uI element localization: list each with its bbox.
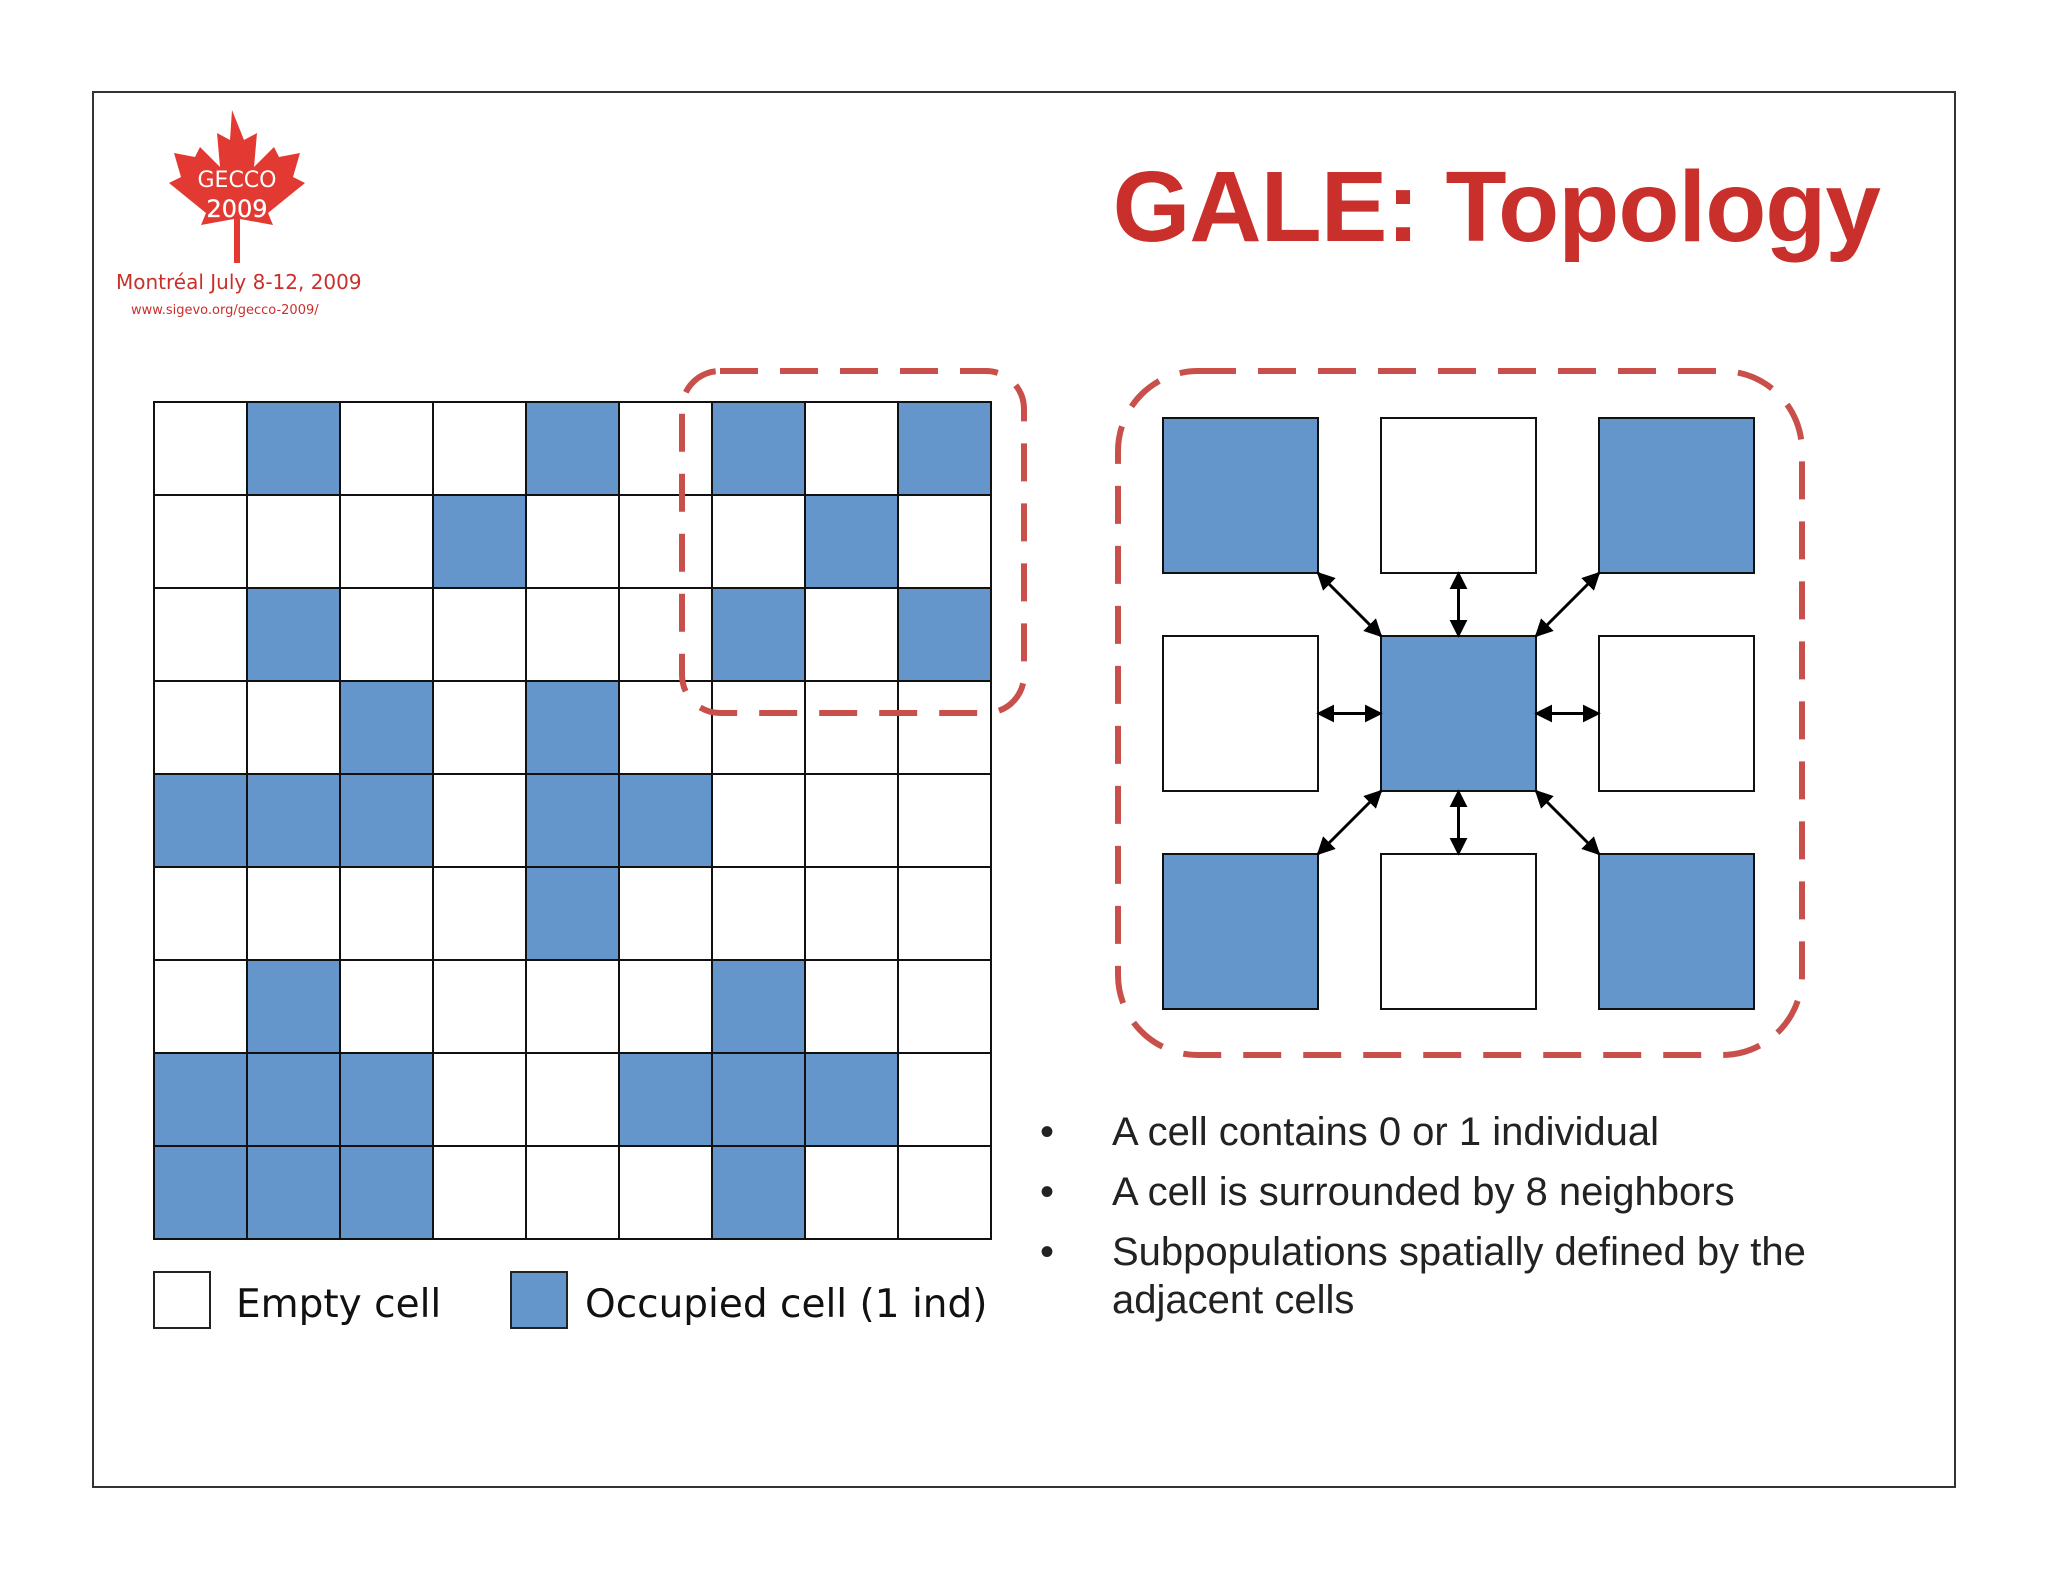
grid-cell-empty [805,1146,898,1239]
grid-cell-empty [154,681,247,774]
grid-cell-empty [712,867,805,960]
neighbor-arrow-icon [1318,573,1381,636]
grid-cell-empty [154,402,247,495]
grid-cell-empty [712,495,805,588]
grid-cell-empty [805,588,898,681]
neighborhood-center-cell [1381,636,1536,791]
grid-cell-empty [898,1053,991,1146]
grid-cell-empty [526,1053,619,1146]
neighborhood-diagram [1163,418,1754,1009]
grid-cell-empty [619,402,712,495]
bullet-dot-icon: • [1040,1110,1055,1154]
grid-cell-empty [619,588,712,681]
grid-cell-empty [619,867,712,960]
bullet-list [1040,1108,1920,1336]
grid-cell-empty [526,588,619,681]
grid-cell-empty [805,867,898,960]
grid-cell-empty [340,495,433,588]
bullet-dot-icon: • [1040,1170,1055,1214]
bullet-item [1040,1108,1920,1156]
grid-cell-occupied [247,1146,340,1239]
grid-cell-occupied [619,1053,712,1146]
neighbor-arrow-icon [1536,573,1599,636]
bullet-item [1040,1228,1920,1324]
bullet-dot-icon: • [1040,1230,1055,1274]
grid-cell-empty [898,867,991,960]
neighbor-cell-occupied [1163,854,1318,1009]
grid-cell-occupied [340,681,433,774]
grid-cell-empty [154,588,247,681]
grid-cell-occupied [247,588,340,681]
bullet-text: A cell contains 0 or 1 individual [1112,1110,1659,1154]
neighbor-cell-occupied [1163,418,1318,573]
grid-cell-empty [898,774,991,867]
grid-cell-empty [433,681,526,774]
grid-cell-occupied [619,774,712,867]
grid-cell-occupied [247,960,340,1053]
bullet-text: Subpopulations spatially defined by the adjacent cells [1112,1230,1806,1322]
grid-cell-empty [805,681,898,774]
population-grid [154,402,991,1239]
grid-cell-occupied [247,774,340,867]
grid-cell-empty [898,681,991,774]
grid-cell-empty [619,1146,712,1239]
grid-cell-empty [526,1146,619,1239]
grid-cell-occupied [154,1053,247,1146]
legend-occupied-label: Occupied cell (1 ind) [585,1282,988,1327]
grid-cell-empty [247,867,340,960]
grid-cell-occupied [712,1146,805,1239]
grid-cell-occupied [898,588,991,681]
grid-cell-occupied [805,495,898,588]
grid-cell-empty [433,774,526,867]
grid-cell-empty [526,495,619,588]
neighbor-cell-occupied [1599,418,1754,573]
grid-cell-empty [433,588,526,681]
grid-cell-empty [619,681,712,774]
grid-cell-occupied [526,681,619,774]
bullet-item [1040,1168,1920,1216]
grid-cell-empty [433,960,526,1053]
grid-cell-empty [340,402,433,495]
legend-empty-swatch [154,1272,210,1328]
grid-cell-empty [619,960,712,1053]
grid-cell-empty [340,867,433,960]
grid-cell-empty [619,495,712,588]
grid-cell-empty [898,960,991,1053]
grid-cell-occupied [526,402,619,495]
logo-name-top: GECCO [197,168,277,193]
grid-cell-empty [247,681,340,774]
grid-cell-occupied [340,774,433,867]
legend-empty-label: Empty cell [236,1282,442,1327]
grid-cell-empty [898,495,991,588]
grid-cell-occupied [340,1053,433,1146]
grid-cell-occupied [526,867,619,960]
grid-cell-occupied [433,495,526,588]
grid-cell-occupied [154,774,247,867]
grid-cell-empty [154,495,247,588]
grid-cell-occupied [712,1053,805,1146]
conference-location-dates: Montréal July 8-12, 2009 [116,270,362,294]
grid-cell-occupied [247,1053,340,1146]
neighbor-cell-occupied [1599,854,1754,1009]
neighbor-arrow-icon [1318,791,1381,854]
grid-cell-occupied [526,774,619,867]
slide-title: GALE: Topology [1112,151,1880,263]
grid-cell-occupied [712,588,805,681]
grid-cell-empty [154,867,247,960]
grid-cell-occupied [340,1146,433,1239]
grid-cell-empty [433,402,526,495]
grid-cell-occupied [154,1146,247,1239]
grid-cell-occupied [898,402,991,495]
bullet-text: A cell is surrounded by 8 neighbors [1112,1170,1735,1214]
grid-cell-occupied [805,1053,898,1146]
neighbor-arrow-icon [1536,791,1599,854]
grid-cell-occupied [712,402,805,495]
neighbor-cell-empty [1599,636,1754,791]
grid-cell-empty [433,867,526,960]
grid-cell-empty [898,1146,991,1239]
neighbor-cell-empty [1381,854,1536,1009]
logo-name-year: 2009 [206,195,268,223]
grid-cell-occupied [247,402,340,495]
neighbor-cell-empty [1381,418,1536,573]
grid-cell-empty [805,774,898,867]
conference-url: www.sigevo.org/gecco-2009/ [131,303,319,318]
grid-cell-empty [712,774,805,867]
grid-cell-empty [712,681,805,774]
legend-occupied-swatch [511,1272,567,1328]
grid-cell-empty [805,402,898,495]
grid-cell-empty [247,495,340,588]
neighbor-cell-empty [1163,636,1318,791]
grid-cell-empty [433,1053,526,1146]
grid-cell-empty [526,960,619,1053]
grid-cell-empty [154,960,247,1053]
grid-cell-empty [433,1146,526,1239]
grid-cell-empty [340,960,433,1053]
grid-cell-empty [340,588,433,681]
grid-cell-occupied [712,960,805,1053]
grid-cell-empty [805,960,898,1053]
